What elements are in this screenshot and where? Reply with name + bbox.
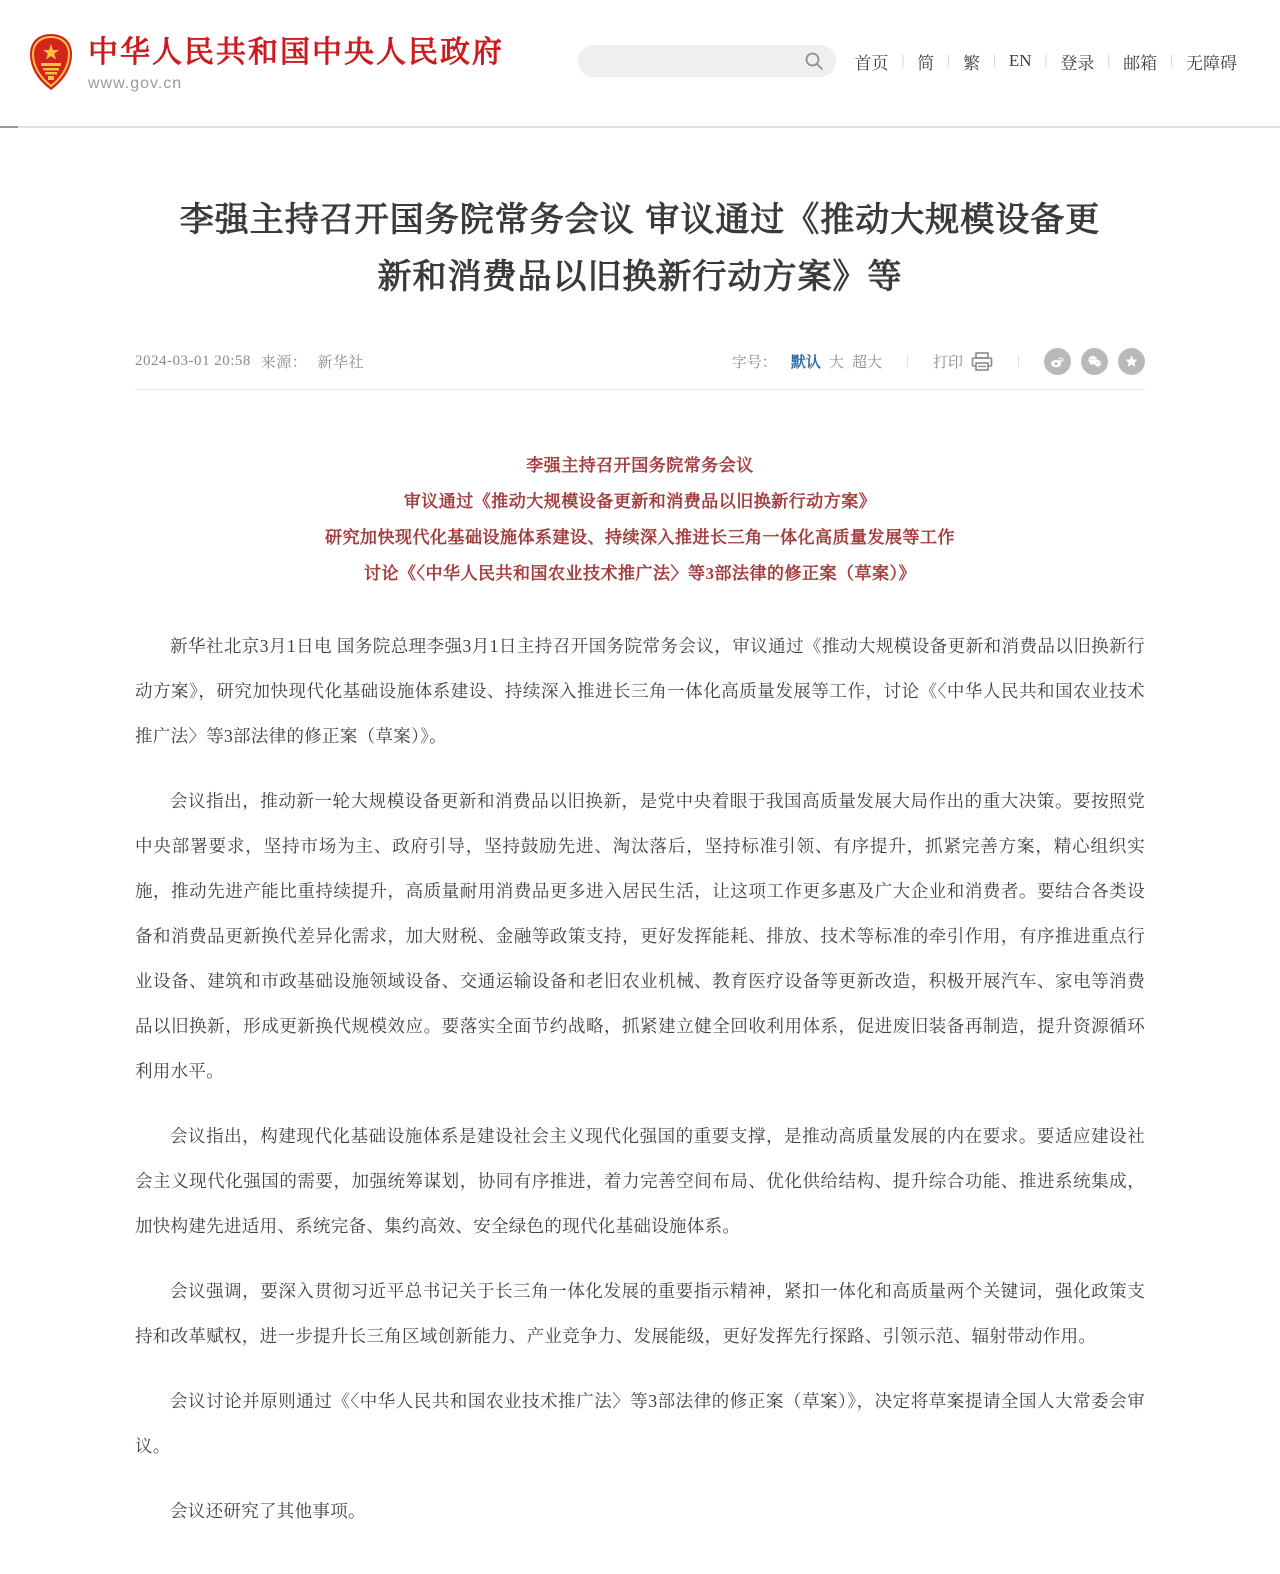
headline-line: 李强主持召开国务院常务会议 [526, 456, 754, 475]
printer-icon [971, 352, 993, 372]
font-size-xlarge[interactable]: 超大 [851, 355, 882, 371]
nav-home[interactable]: 首页 [854, 53, 889, 73]
headline-block [135, 448, 1145, 592]
header-divider [0, 126, 1280, 128]
font-size-default[interactable]: 默认 [790, 355, 821, 371]
search-input[interactable] [594, 53, 804, 69]
share-wechat-button[interactable] [1081, 348, 1108, 375]
publish-datetime: 2024-03-01 20:58 [135, 353, 251, 369]
paragraph: 会议指出，推动新一轮大规模设备更新和消费品以旧换新，是党中央着眼于我国高质量发展大局作出的重大决策。要按照党中央部署要求，坚持市场为主、政府引导，坚持鼓励先进、淘汰落后，坚持标准引领、有序提升，抓紧完善方案，精心组织实施，推动先进产能比重持续提升，高质量耐用消费品更多进入居民生活，让这项工作更多惠及广大企业和消费者。要结合各类设备和消费品更新换代差异化需求，加大财税、金融等政策支持，更好发挥能耗、排放、技术等标准的牵引作用，有序推进重点行业设备、建筑和市政基础设施领域设备、交通运输设备和老旧农业机械、教育医疗设备等更新改造，积极开展汽车、家电等消费品以旧换新，形成更新换代规模效应。要落实全面节约战略，抓紧建立健全回收利用体系，促进废旧装备再制造，提升资源循环利用水平。 [135, 791, 1145, 1081]
nav-separator: | [901, 53, 905, 68]
nav-english[interactable]: EN [1008, 51, 1032, 70]
nav-separator: | [1107, 53, 1111, 68]
font-size-label: 字号： [731, 355, 777, 371]
meta-separator: | [1016, 353, 1020, 369]
site-url: www.gov.cn [88, 74, 183, 92]
meta-divider [135, 389, 1145, 390]
favorite-button[interactable] [1118, 348, 1145, 375]
nav-traditional[interactable]: 繁 [963, 53, 981, 73]
nav-separator: | [947, 53, 951, 68]
headline-line: 审议通过《推动大规模设备更新和消费品以旧换新行动方案》 [403, 492, 877, 511]
paragraph: 会议指出，构建现代化基础设施体系是建设社会主义现代化强国的重要支撑，是推动高质量发展的内在要求。要适应建设社会主义现代化强国的需要，加强统筹谋划，协同有序推进，着力完善空间布局、优化供给结构、提升综合功能、推进系统集成，加快构建先进适用、系统完备、集约高效、安全绿色的现代化基础设施体系。 [135, 1126, 1145, 1236]
national-emblem-icon [28, 32, 74, 92]
search-box[interactable] [578, 45, 836, 77]
headline-line: 讨论《〈中华人民共和国农业技术推广法〉等3部法律的修正案（草案）》 [364, 564, 916, 583]
nav-accessibility[interactable]: 无障碍 [1186, 53, 1237, 73]
site-logo[interactable] [28, 30, 504, 93]
share-group [1044, 348, 1145, 375]
meta-separator: | [905, 353, 909, 369]
paragraph: 会议讨论并原则通过《〈中华人民共和国农业技术推广法〉等3部法律的修正案（草案）》，决定将草案提请全国人大常委会审议。 [135, 1391, 1145, 1456]
paragraph: 新华社北京3月1日电 国务院总理李强3月1日主持召开国务院常务会议，审议通过《推动大规模设备更新和消费品以旧换新行动方案》，研究加快现代化基础设施体系建设、持续深入推进长三角一体化高质量发展等工作，讨论《〈中华人民共和国农业技术推广法〉等3部法律的修正案（草案）》。 [135, 636, 1145, 746]
source-value: 新华社 [317, 355, 364, 371]
font-size-group [791, 351, 882, 372]
headline-line: 研究加快现代化基础设施体系建设、持续深入推进长三角一体化高质量发展等工作 [325, 528, 955, 547]
site-header [0, 0, 1280, 128]
star-icon [1123, 353, 1140, 370]
page-title: 李强主持召开国务院常务会议 审议通过《推动大规模设备更新和消费品以旧换新行动方案》等 [179, 201, 1101, 296]
print-label: 打印 [932, 355, 963, 371]
top-nav [854, 49, 1250, 74]
article-meta-row [135, 348, 1145, 389]
nav-separator: | [1170, 53, 1173, 68]
paragraph: 会议强调，要深入贯彻习近平总书记关于长三角一体化发展的重要指示精神，紧扣一体化和高质量两个关键词，强化政策支持和改革赋权，进一步提升长三角区域创新能力、产业竞争力、发展能级，更好发挥先行探路、引领示范、辐射带动作用。 [135, 1281, 1145, 1346]
source-label: 来源： [260, 355, 308, 371]
nav-separator: | [993, 53, 996, 68]
nav-separator: | [1044, 53, 1048, 68]
site-title: 中华人民共和国中央人民政府 [88, 35, 504, 69]
print-button[interactable] [933, 351, 993, 372]
weibo-icon [1049, 353, 1066, 370]
font-size-large[interactable]: 大 [828, 355, 844, 371]
article-content [135, 192, 1145, 1574]
wechat-icon [1086, 353, 1103, 370]
paragraph: 会议还研究了其他事项。 [170, 1501, 366, 1521]
nav-simplified[interactable]: 简 [917, 53, 935, 73]
nav-mail[interactable]: 邮箱 [1123, 53, 1158, 73]
search-icon[interactable] [804, 51, 824, 71]
article-body [135, 624, 1145, 1574]
nav-login[interactable]: 登录 [1060, 53, 1095, 73]
share-weibo-button[interactable] [1044, 348, 1071, 375]
